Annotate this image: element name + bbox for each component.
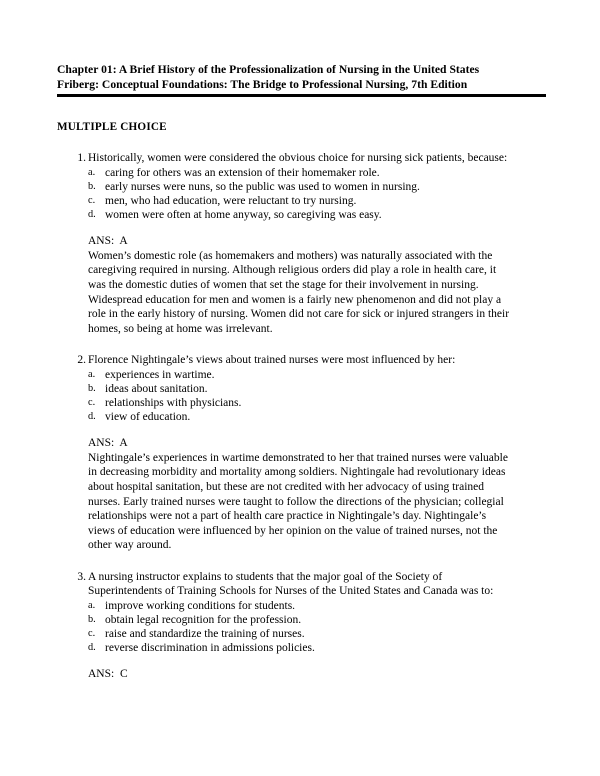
chapter-title: Chapter 01: A Brief History of the Professionalization of Nursing in the United States xyxy=(57,63,480,76)
option-text: view of education. xyxy=(105,411,191,424)
answer-label: ANS: C xyxy=(88,668,128,681)
answer-rationale: Nightingale’s experiences in wartime demonstrated to her that trained nurses were valuable in decreasing morbidity and mortality among soldiers. Nightingale had revolutionary ideas about hospital sanitation, but these are not credited with her advocacy of using trained nurses. Early trained nurses were taught to follow the directions of the physician; collegial relationships were not a part of health care practice in Nightingale’s day. Nightingale’s views of education were influenced by her opinion on the value of trained nurses, not the other way around. xyxy=(88,451,508,552)
option-letter: c. xyxy=(88,195,96,206)
header-divider xyxy=(57,94,546,97)
option-letter: d. xyxy=(88,411,96,423)
option-letter: d. xyxy=(88,641,96,653)
option-letter: b. xyxy=(88,613,96,625)
option-item[interactable] xyxy=(57,208,545,222)
question-number: 2. xyxy=(77,354,86,367)
option-text: obtain legal recognition for the profession. xyxy=(105,613,302,626)
option-letter: a. xyxy=(88,599,96,611)
textbook-title: Friberg: Conceptual Foundations: The Bridge to Professional Nursing, 7th Edition xyxy=(57,78,468,92)
section-title: MULTIPLE CHOICE xyxy=(57,121,167,134)
option-letter: b. xyxy=(88,382,96,394)
question-stem: A nursing instructor explains to students that the major goal of the Society of Superintendents of Training Schools for Nurses of the United States and Canada was to: xyxy=(88,570,494,598)
option-text: experiences in wartime. xyxy=(105,368,215,381)
question-stem-row xyxy=(57,151,545,165)
option-item[interactable] xyxy=(57,599,545,613)
option-item[interactable] xyxy=(57,627,545,641)
option-text: reverse discrimination in admissions policies. xyxy=(105,641,315,654)
question-stem-row xyxy=(57,570,545,599)
option-text: caring for others was an extension of their homemaker role. xyxy=(105,166,380,179)
option-text: improve working conditions for students. xyxy=(105,599,296,612)
option-item[interactable] xyxy=(57,382,545,396)
question-block xyxy=(57,570,545,682)
option-list xyxy=(57,166,545,222)
question-block xyxy=(57,353,545,553)
option-item[interactable] xyxy=(57,641,545,655)
answer-label: ANS: A xyxy=(88,235,128,248)
option-item[interactable] xyxy=(57,410,545,424)
answer-block xyxy=(57,234,545,336)
question-number: 1. xyxy=(77,152,86,165)
option-list xyxy=(57,599,545,655)
option-text: ideas about sanitation. xyxy=(105,382,208,395)
option-text: relationships with physicians. xyxy=(105,396,242,409)
option-text: women were often at home anyway, so caregiving was easy. xyxy=(105,209,382,222)
answer-rationale: Women’s domestic role (as homemakers and mothers) was naturally associated with the caregiving required in nursing. Although religious orders did play a role in health care, it was the domestic duties of women that set the stage for their involvement in nursing. Widespread education for men and women is a fairly new phenomenon and did not play a role in the early history of nursing. Women did not care for sick or injured strangers in their homes, so being at home was irrelevant. xyxy=(88,249,510,335)
option-letter: d. xyxy=(88,209,96,221)
answer-block xyxy=(57,667,545,682)
option-list xyxy=(57,368,545,424)
option-text: raise and standardize the training of nurses. xyxy=(105,627,305,640)
option-item[interactable] xyxy=(57,368,545,382)
answer-block xyxy=(57,436,545,553)
option-letter: a. xyxy=(88,368,96,380)
document-header xyxy=(57,62,545,92)
option-item[interactable] xyxy=(57,613,545,627)
answer-label: ANS: A xyxy=(88,437,128,450)
question-stem: Historically, women were considered the obvious choice for nursing sick patients, because: xyxy=(88,152,508,165)
option-item[interactable] xyxy=(57,396,545,410)
option-letter: a. xyxy=(88,166,96,178)
option-item[interactable] xyxy=(57,180,545,194)
question-stem-row xyxy=(57,353,545,367)
question-number: 3. xyxy=(77,570,86,583)
option-text: early nurses were nuns, so the public was used to women in nursing. xyxy=(105,180,420,193)
option-item[interactable] xyxy=(57,194,545,208)
option-letter: c. xyxy=(88,396,96,408)
question-stem: Florence Nightingale’s views about trained nurses were most influenced by her: xyxy=(88,354,456,367)
question-block xyxy=(57,151,545,336)
option-text: men, who had education, were reluctant to try nursing. xyxy=(105,195,357,207)
option-letter: b. xyxy=(88,180,96,192)
option-item[interactable] xyxy=(57,166,545,180)
option-letter: c. xyxy=(88,627,96,639)
